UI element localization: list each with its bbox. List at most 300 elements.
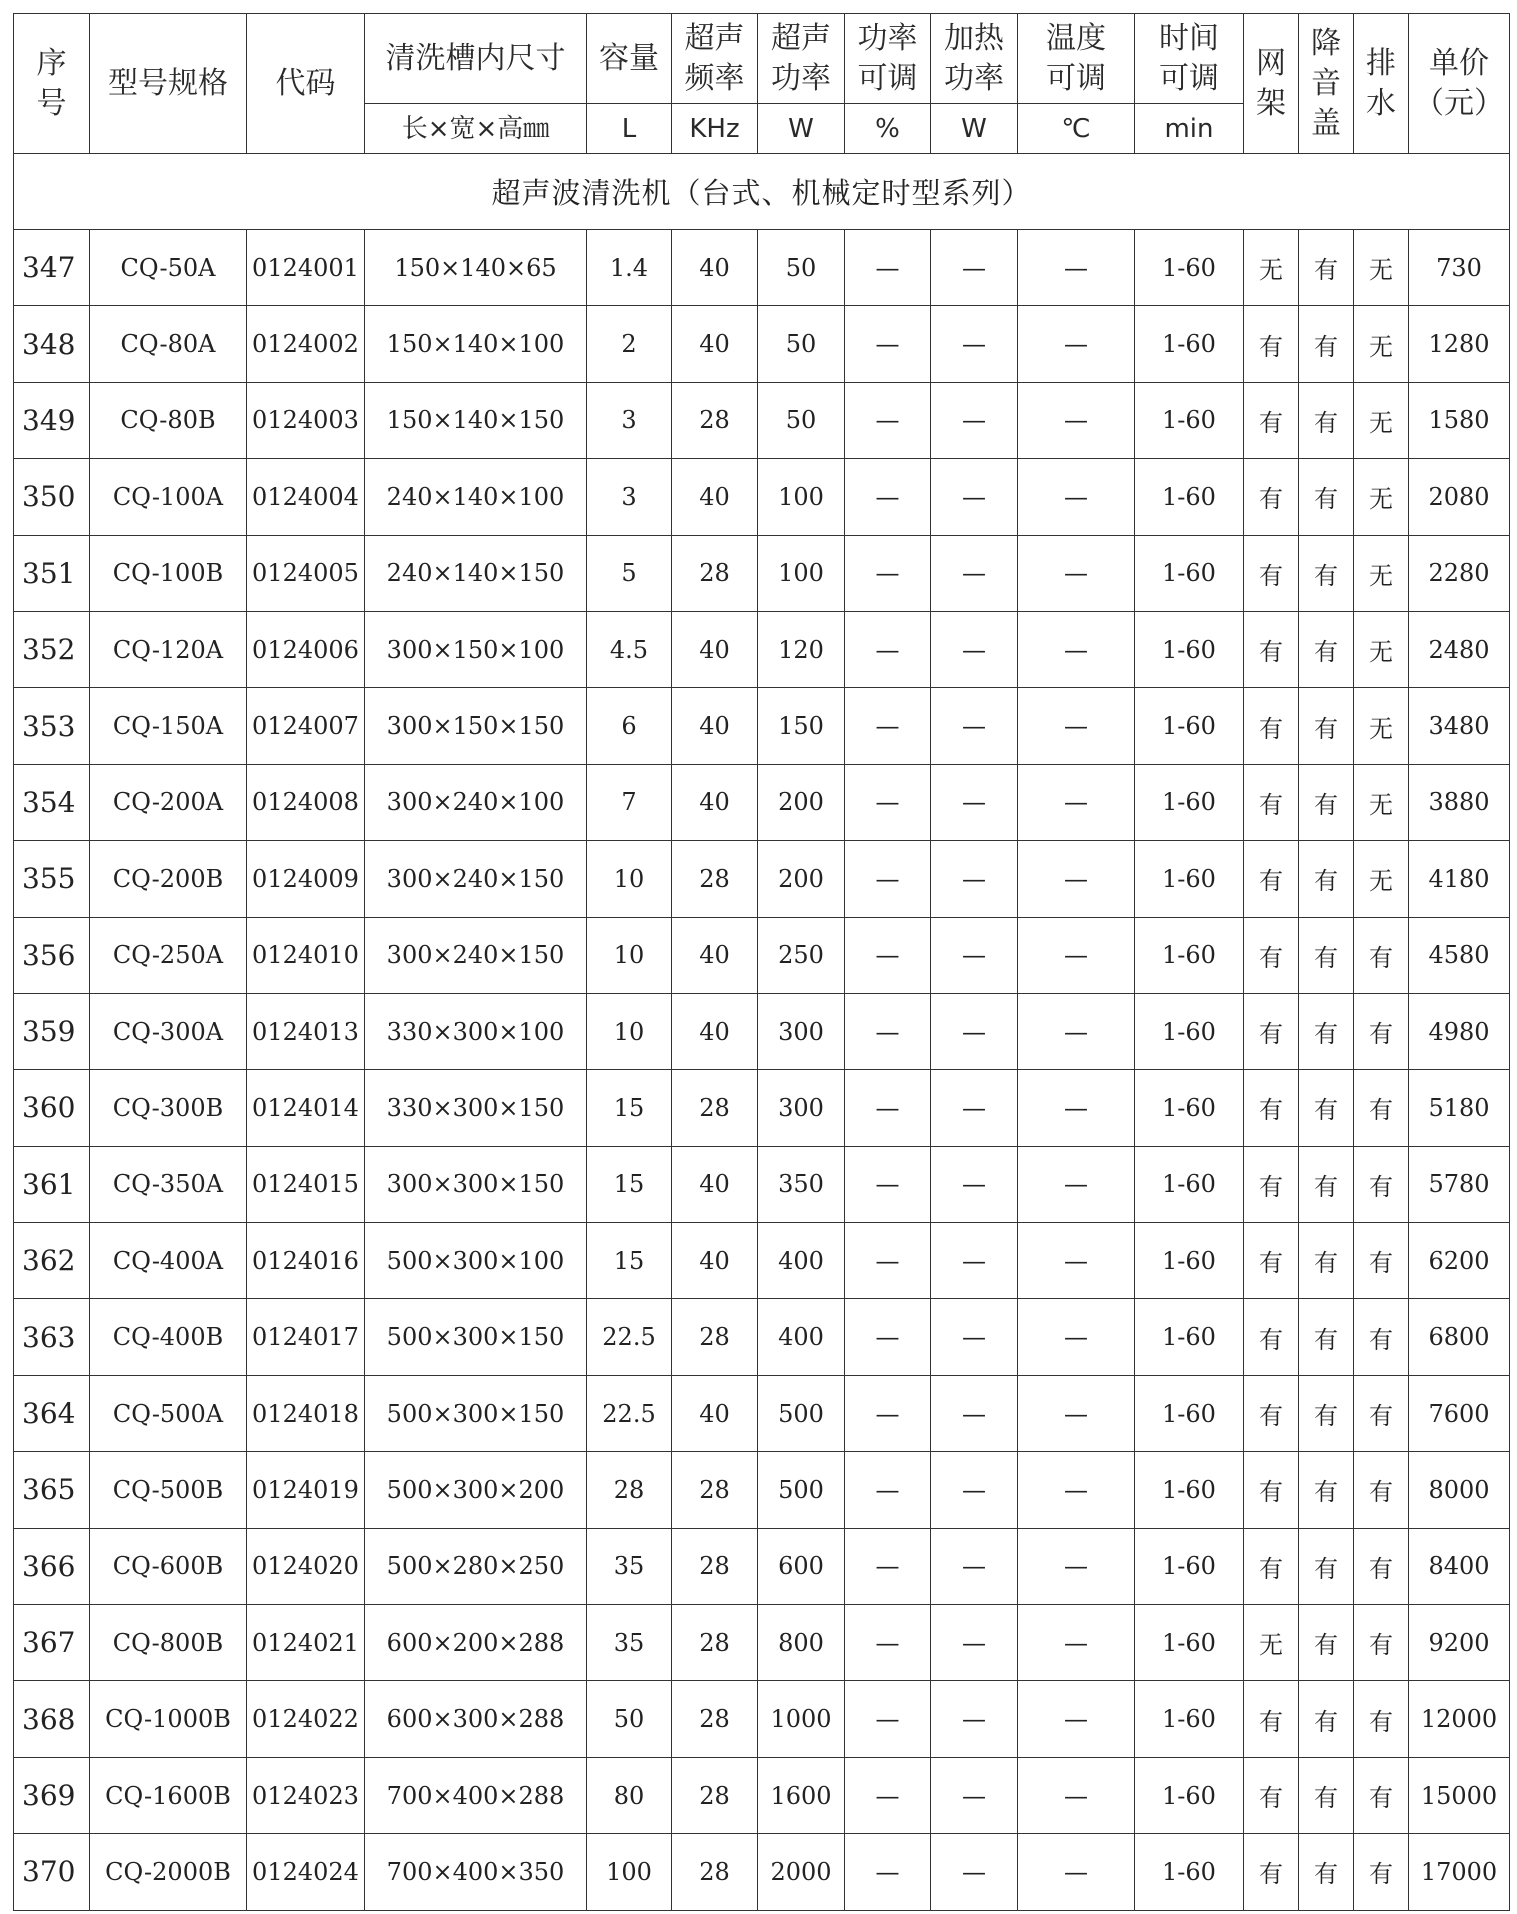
table-row: [14, 459, 1510, 535]
cell-drain: 有: [1354, 993, 1409, 1069]
cell-model: CQ-1000B: [90, 1681, 247, 1757]
cell-temp: —: [1018, 382, 1135, 458]
table-row: [14, 1375, 1510, 1451]
cell-freq: 40: [672, 230, 758, 306]
cell-code: 0124015: [247, 1146, 365, 1222]
header-temp: [1018, 14, 1135, 104]
cell-lid: 有: [1299, 1681, 1354, 1757]
cell-heat: —: [931, 688, 1018, 764]
cell-drain: 有: [1354, 1757, 1409, 1833]
cell-freq: 40: [672, 459, 758, 535]
cell-seq: 369: [14, 1757, 90, 1833]
cell-temp: —: [1018, 1834, 1135, 1910]
cell-seq: 361: [14, 1146, 90, 1222]
cell-capacity: 50: [587, 1681, 672, 1757]
cell-model: CQ-400A: [90, 1223, 247, 1299]
cell-time: 1-60: [1135, 230, 1244, 306]
unit-capacity: L: [587, 104, 672, 154]
cell-rack: 有: [1244, 535, 1299, 611]
cell-power-adj: —: [845, 459, 931, 535]
table-row: [14, 688, 1510, 764]
cell-seq: 363: [14, 1299, 90, 1375]
cell-model: CQ-150A: [90, 688, 247, 764]
cell-drain: 有: [1354, 1834, 1409, 1910]
cell-power: 800: [758, 1605, 845, 1681]
unit-heat: W: [931, 104, 1018, 154]
cell-heat: —: [931, 841, 1018, 917]
header-code: 代码: [247, 14, 365, 154]
cell-freq: 28: [672, 1681, 758, 1757]
cell-drain: 无: [1354, 459, 1409, 535]
cell-power-adj: —: [845, 993, 931, 1069]
cell-code: 0124002: [247, 306, 365, 382]
cell-price: 12000: [1409, 1681, 1510, 1757]
cell-model: CQ-500A: [90, 1375, 247, 1451]
cell-heat: —: [931, 1605, 1018, 1681]
cell-dims: 600×300×288: [365, 1681, 587, 1757]
cell-power-adj: —: [845, 917, 931, 993]
cell-capacity: 15: [587, 1070, 672, 1146]
cell-code: 0124004: [247, 459, 365, 535]
header-time: [1135, 14, 1244, 104]
cell-heat: —: [931, 1528, 1018, 1604]
cell-capacity: 80: [587, 1757, 672, 1833]
cell-temp: —: [1018, 230, 1135, 306]
cell-capacity: 6: [587, 688, 672, 764]
cell-price: 2480: [1409, 611, 1510, 687]
cell-lid: 有: [1299, 764, 1354, 840]
cell-lid: 有: [1299, 1146, 1354, 1222]
cell-time: 1-60: [1135, 382, 1244, 458]
cell-dims: 300×240×100: [365, 764, 587, 840]
cell-seq: 366: [14, 1528, 90, 1604]
cell-lid: 有: [1299, 1605, 1354, 1681]
cell-freq: 28: [672, 1452, 758, 1528]
cell-price: 5780: [1409, 1146, 1510, 1222]
cell-code: 0124013: [247, 993, 365, 1069]
table-row: [14, 1834, 1510, 1910]
cell-time: 1-60: [1135, 1834, 1244, 1910]
cell-power: 400: [758, 1223, 845, 1299]
cell-price: 2280: [1409, 535, 1510, 611]
cell-temp: —: [1018, 306, 1135, 382]
cell-code: 0124006: [247, 611, 365, 687]
cell-heat: —: [931, 535, 1018, 611]
cell-seq: 370: [14, 1834, 90, 1910]
cell-time: 1-60: [1135, 1375, 1244, 1451]
cell-lid: 有: [1299, 1528, 1354, 1604]
cell-freq: 28: [672, 1605, 758, 1681]
cell-drain: 有: [1354, 1375, 1409, 1451]
cell-rack: 有: [1244, 1834, 1299, 1910]
cell-heat: —: [931, 1299, 1018, 1375]
cell-heat: —: [931, 1070, 1018, 1146]
cell-model: CQ-200B: [90, 841, 247, 917]
cell-seq: 352: [14, 611, 90, 687]
cell-rack: 有: [1244, 306, 1299, 382]
cell-power-adj: —: [845, 611, 931, 687]
cell-heat: —: [931, 1375, 1018, 1451]
cell-code: 0124003: [247, 382, 365, 458]
cell-temp: —: [1018, 1452, 1135, 1528]
header-freq: [672, 14, 758, 104]
table-row: [14, 230, 1510, 306]
header-power-line2: 功率: [771, 60, 831, 96]
header-price-line1: 单价: [1429, 45, 1489, 81]
header-drain-line1: 排: [1366, 45, 1396, 81]
cell-seq: 353: [14, 688, 90, 764]
cell-power-adj: —: [845, 1146, 931, 1222]
cell-price: 3880: [1409, 764, 1510, 840]
cell-model: CQ-300B: [90, 1070, 247, 1146]
cell-power-adj: —: [845, 841, 931, 917]
cell-dims: 700×400×350: [365, 1834, 587, 1910]
cell-capacity: 10: [587, 841, 672, 917]
cell-power: 400: [758, 1299, 845, 1375]
cell-seq: 349: [14, 382, 90, 458]
cell-freq: 40: [672, 306, 758, 382]
cell-rack: 有: [1244, 993, 1299, 1069]
cell-power: 50: [758, 230, 845, 306]
cell-capacity: 100: [587, 1834, 672, 1910]
header-temp-line1: 温度: [1046, 20, 1106, 56]
cell-model: CQ-80B: [90, 382, 247, 458]
table-row: [14, 993, 1510, 1069]
cell-lid: 有: [1299, 688, 1354, 764]
cell-drain: 有: [1354, 1146, 1409, 1222]
cell-code: 0124001: [247, 230, 365, 306]
cell-power: 250: [758, 917, 845, 993]
header-drain-line2: 水: [1366, 85, 1396, 121]
cell-heat: —: [931, 764, 1018, 840]
cell-capacity: 35: [587, 1605, 672, 1681]
cell-lid: 有: [1299, 1834, 1354, 1910]
cell-temp: —: [1018, 688, 1135, 764]
cell-seq: 359: [14, 993, 90, 1069]
cell-time: 1-60: [1135, 1070, 1244, 1146]
header-seq-line2: 号: [36, 85, 67, 121]
cell-heat: —: [931, 1681, 1018, 1757]
cell-code: 0124018: [247, 1375, 365, 1451]
cell-capacity: 22.5: [587, 1299, 672, 1375]
table-row: [14, 917, 1510, 993]
cell-drain: 无: [1354, 611, 1409, 687]
cell-dims: 300×150×100: [365, 611, 587, 687]
cell-temp: —: [1018, 1757, 1135, 1833]
cell-rack: 有: [1244, 1375, 1299, 1451]
cell-power: 50: [758, 382, 845, 458]
cell-time: 1-60: [1135, 688, 1244, 764]
cell-time: 1-60: [1135, 1681, 1244, 1757]
cell-price: 6200: [1409, 1223, 1510, 1299]
cell-price: 9200: [1409, 1605, 1510, 1681]
cell-time: 1-60: [1135, 1757, 1244, 1833]
cell-lid: 有: [1299, 1452, 1354, 1528]
cell-temp: —: [1018, 1681, 1135, 1757]
cell-power: 120: [758, 611, 845, 687]
cell-code: 0124014: [247, 1070, 365, 1146]
cell-price: 8400: [1409, 1528, 1510, 1604]
cell-price: 4980: [1409, 993, 1510, 1069]
cell-seq: 348: [14, 306, 90, 382]
cell-price: 1280: [1409, 306, 1510, 382]
table-row: [14, 1223, 1510, 1299]
cell-drain: 有: [1354, 1223, 1409, 1299]
cell-capacity: 1.4: [587, 230, 672, 306]
cell-lid: 有: [1299, 1757, 1354, 1833]
cell-code: 0124010: [247, 917, 365, 993]
cell-rack: 有: [1244, 764, 1299, 840]
cell-time: 1-60: [1135, 535, 1244, 611]
cell-price: 1580: [1409, 382, 1510, 458]
cell-time: 1-60: [1135, 306, 1244, 382]
cell-lid: 有: [1299, 841, 1354, 917]
cell-price: 5180: [1409, 1070, 1510, 1146]
cell-model: CQ-100A: [90, 459, 247, 535]
cell-time: 1-60: [1135, 1528, 1244, 1604]
cell-seq: 351: [14, 535, 90, 611]
cell-code: 0124021: [247, 1605, 365, 1681]
cell-power-adj: —: [845, 1223, 931, 1299]
cell-heat: —: [931, 382, 1018, 458]
unit-power: W: [758, 104, 845, 154]
unit-time: min: [1135, 104, 1244, 154]
header-capacity: 容量: [587, 14, 672, 104]
cell-power-adj: —: [845, 1834, 931, 1910]
cell-power-adj: —: [845, 1605, 931, 1681]
table-row: [14, 1757, 1510, 1833]
cell-temp: —: [1018, 1375, 1135, 1451]
cell-code: 0124019: [247, 1452, 365, 1528]
cell-power: 350: [758, 1146, 845, 1222]
cell-time: 1-60: [1135, 993, 1244, 1069]
cell-temp: —: [1018, 1299, 1135, 1375]
table-row: [14, 1681, 1510, 1757]
header-power: [758, 14, 845, 104]
cell-lid: 有: [1299, 306, 1354, 382]
cell-seq: 356: [14, 917, 90, 993]
header-price: [1409, 14, 1510, 154]
cell-freq: 28: [672, 1528, 758, 1604]
table-header: [14, 14, 1510, 154]
cell-model: CQ-250A: [90, 917, 247, 993]
cell-code: 0124020: [247, 1528, 365, 1604]
cell-dims: 600×200×288: [365, 1605, 587, 1681]
header-power-line1: 超声: [771, 20, 831, 56]
cell-model: CQ-120A: [90, 611, 247, 687]
cell-freq: 28: [672, 1070, 758, 1146]
cell-lid: 有: [1299, 459, 1354, 535]
cell-temp: —: [1018, 1605, 1135, 1681]
cell-power: 500: [758, 1452, 845, 1528]
cell-capacity: 28: [587, 1452, 672, 1528]
cell-time: 1-60: [1135, 1146, 1244, 1222]
cell-power: 50: [758, 306, 845, 382]
cell-temp: —: [1018, 535, 1135, 611]
header-lid-line2: 音: [1311, 65, 1341, 101]
header-heat-line2: 功率: [944, 60, 1004, 96]
header-dims: 清洗槽内尺寸: [365, 14, 587, 104]
cell-power: 100: [758, 535, 845, 611]
cell-model: CQ-1600B: [90, 1757, 247, 1833]
cell-capacity: 35: [587, 1528, 672, 1604]
header-rack-line1: 网: [1256, 45, 1286, 81]
cell-drain: 有: [1354, 1681, 1409, 1757]
cell-temp: —: [1018, 459, 1135, 535]
cell-capacity: 10: [587, 993, 672, 1069]
cell-power-adj: —: [845, 1299, 931, 1375]
cell-drain: 有: [1354, 1605, 1409, 1681]
cell-rack: 有: [1244, 917, 1299, 993]
cell-drain: 无: [1354, 382, 1409, 458]
header-heat-line1: 加热: [944, 20, 1004, 56]
cell-temp: —: [1018, 917, 1135, 993]
cell-drain: 无: [1354, 764, 1409, 840]
cell-dims: 500×300×100: [365, 1223, 587, 1299]
cell-time: 1-60: [1135, 764, 1244, 840]
header-lid-line1: 降: [1311, 25, 1341, 61]
cell-lid: 有: [1299, 1375, 1354, 1451]
section-title: 超声波清洗机（台式、机械定时型系列）: [14, 154, 1510, 230]
cell-rack: 有: [1244, 1146, 1299, 1222]
table-row: [14, 535, 1510, 611]
cell-model: CQ-50A: [90, 230, 247, 306]
cell-code: 0124016: [247, 1223, 365, 1299]
cell-time: 1-60: [1135, 917, 1244, 993]
table-row: [14, 611, 1510, 687]
header-temp-line2: 可调: [1046, 60, 1106, 96]
cell-drain: 有: [1354, 1070, 1409, 1146]
cell-time: 1-60: [1135, 1223, 1244, 1299]
cell-freq: 40: [672, 993, 758, 1069]
table-row: [14, 1299, 1510, 1375]
cell-heat: —: [931, 1223, 1018, 1299]
header-time-line2: 可调: [1159, 60, 1219, 96]
cell-time: 1-60: [1135, 1299, 1244, 1375]
table-row: [14, 1146, 1510, 1222]
cell-capacity: 22.5: [587, 1375, 672, 1451]
cell-power-adj: —: [845, 1452, 931, 1528]
cell-freq: 28: [672, 1299, 758, 1375]
cell-temp: —: [1018, 764, 1135, 840]
cell-price: 2080: [1409, 459, 1510, 535]
cell-rack: 有: [1244, 1070, 1299, 1146]
cell-dims: 500×300×150: [365, 1299, 587, 1375]
cell-dims: 500×300×200: [365, 1452, 587, 1528]
cell-drain: 有: [1354, 1452, 1409, 1528]
cell-dims: 150×140×100: [365, 306, 587, 382]
cell-power: 200: [758, 841, 845, 917]
cell-rack: 有: [1244, 1681, 1299, 1757]
cell-seq: 347: [14, 230, 90, 306]
header-heat: [931, 14, 1018, 104]
header-model: 型号规格: [90, 14, 247, 154]
cell-power-adj: —: [845, 1528, 931, 1604]
cell-freq: 28: [672, 382, 758, 458]
cell-price: 4180: [1409, 841, 1510, 917]
cell-drain: 无: [1354, 841, 1409, 917]
cell-lid: 有: [1299, 230, 1354, 306]
cell-dims: 700×400×288: [365, 1757, 587, 1833]
cell-heat: —: [931, 1757, 1018, 1833]
cell-rack: 有: [1244, 1299, 1299, 1375]
header-rack-line2: 架: [1256, 85, 1286, 121]
cell-model: CQ-80A: [90, 306, 247, 382]
cell-drain: 有: [1354, 1299, 1409, 1375]
cell-power-adj: —: [845, 382, 931, 458]
header-seq-line1: 序: [36, 45, 67, 81]
cell-dims: 300×240×150: [365, 917, 587, 993]
header-seq: [14, 14, 90, 154]
cell-heat: —: [931, 917, 1018, 993]
cell-price: 8000: [1409, 1452, 1510, 1528]
cell-drain: 无: [1354, 688, 1409, 764]
cell-capacity: 2: [587, 306, 672, 382]
cell-model: CQ-500B: [90, 1452, 247, 1528]
header-time-line1: 时间: [1159, 20, 1219, 56]
cell-heat: —: [931, 230, 1018, 306]
price-table: [13, 13, 1510, 1911]
cell-heat: —: [931, 611, 1018, 687]
cell-rack: 有: [1244, 611, 1299, 687]
cell-rack: 有: [1244, 841, 1299, 917]
cell-power: 300: [758, 993, 845, 1069]
cell-power-adj: —: [845, 535, 931, 611]
table-row: [14, 306, 1510, 382]
cell-code: 0124009: [247, 841, 365, 917]
cell-model: CQ-100B: [90, 535, 247, 611]
cell-seq: 354: [14, 764, 90, 840]
cell-drain: 有: [1354, 917, 1409, 993]
cell-power-adj: —: [845, 306, 931, 382]
table-body: [14, 154, 1510, 1911]
cell-capacity: 15: [587, 1146, 672, 1222]
table-row: [14, 1070, 1510, 1146]
cell-dims: 150×140×150: [365, 382, 587, 458]
cell-temp: —: [1018, 1223, 1135, 1299]
cell-time: 1-60: [1135, 841, 1244, 917]
cell-temp: —: [1018, 1528, 1135, 1604]
cell-time: 1-60: [1135, 1452, 1244, 1528]
cell-rack: 无: [1244, 1605, 1299, 1681]
cell-code: 0124022: [247, 1681, 365, 1757]
cell-heat: —: [931, 306, 1018, 382]
cell-heat: —: [931, 993, 1018, 1069]
cell-freq: 28: [672, 1757, 758, 1833]
cell-lid: 有: [1299, 535, 1354, 611]
cell-rack: 有: [1244, 459, 1299, 535]
cell-code: 0124008: [247, 764, 365, 840]
header-power-adj: [845, 14, 931, 104]
cell-dims: 300×240×150: [365, 841, 587, 917]
cell-freq: 28: [672, 535, 758, 611]
cell-power: 150: [758, 688, 845, 764]
cell-seq: 367: [14, 1605, 90, 1681]
cell-rack: 有: [1244, 1528, 1299, 1604]
cell-capacity: 10: [587, 917, 672, 993]
unit-dims: 长×宽×高㎜: [365, 104, 587, 154]
cell-dims: 240×140×150: [365, 535, 587, 611]
cell-price: 730: [1409, 230, 1510, 306]
cell-model: CQ-350A: [90, 1146, 247, 1222]
cell-lid: 有: [1299, 1070, 1354, 1146]
cell-code: 0124007: [247, 688, 365, 764]
cell-capacity: 4.5: [587, 611, 672, 687]
table-row: [14, 841, 1510, 917]
table-row: [14, 764, 1510, 840]
cell-power-adj: —: [845, 1757, 931, 1833]
cell-code: 0124023: [247, 1757, 365, 1833]
